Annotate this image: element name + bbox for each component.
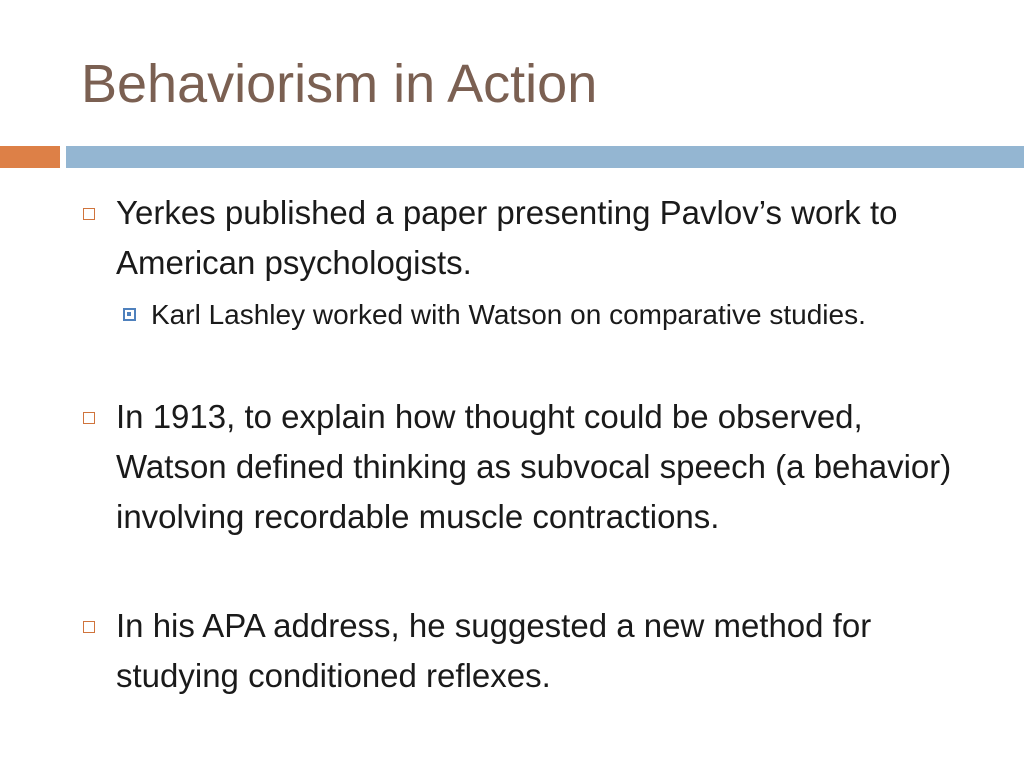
bullet-item-watson-1913	[81, 392, 961, 542]
hollow-square-bullet-icon	[83, 621, 95, 633]
bullet-item-yerkes	[81, 188, 961, 288]
slide-title: Behaviorism in Action	[81, 54, 598, 114]
hollow-square-bullet-icon	[83, 412, 95, 424]
sub-bullet-item-lashley	[119, 293, 979, 336]
bullet-text: Yerkes published a paper presenting Pavlov’s work to American psychologists.	[116, 194, 898, 281]
bullet-text: In 1913, to explain how thought could be observed, Watson defined thinking as subvocal speech (a behavior) involving recordable muscle contractions.	[116, 398, 952, 535]
sub-bullet-text: Karl Lashley worked with Watson on comparative studies.	[151, 299, 866, 330]
bullet-text: In his APA address, he suggested a new method for studying conditioned reflexes.	[116, 607, 872, 694]
filled-square-bullet-icon	[123, 308, 136, 321]
title-accent-bar-orange	[0, 146, 60, 168]
bullet-item-apa-address	[81, 601, 961, 701]
title-accent-bar-blue	[66, 146, 1024, 168]
hollow-square-bullet-icon	[83, 208, 95, 220]
